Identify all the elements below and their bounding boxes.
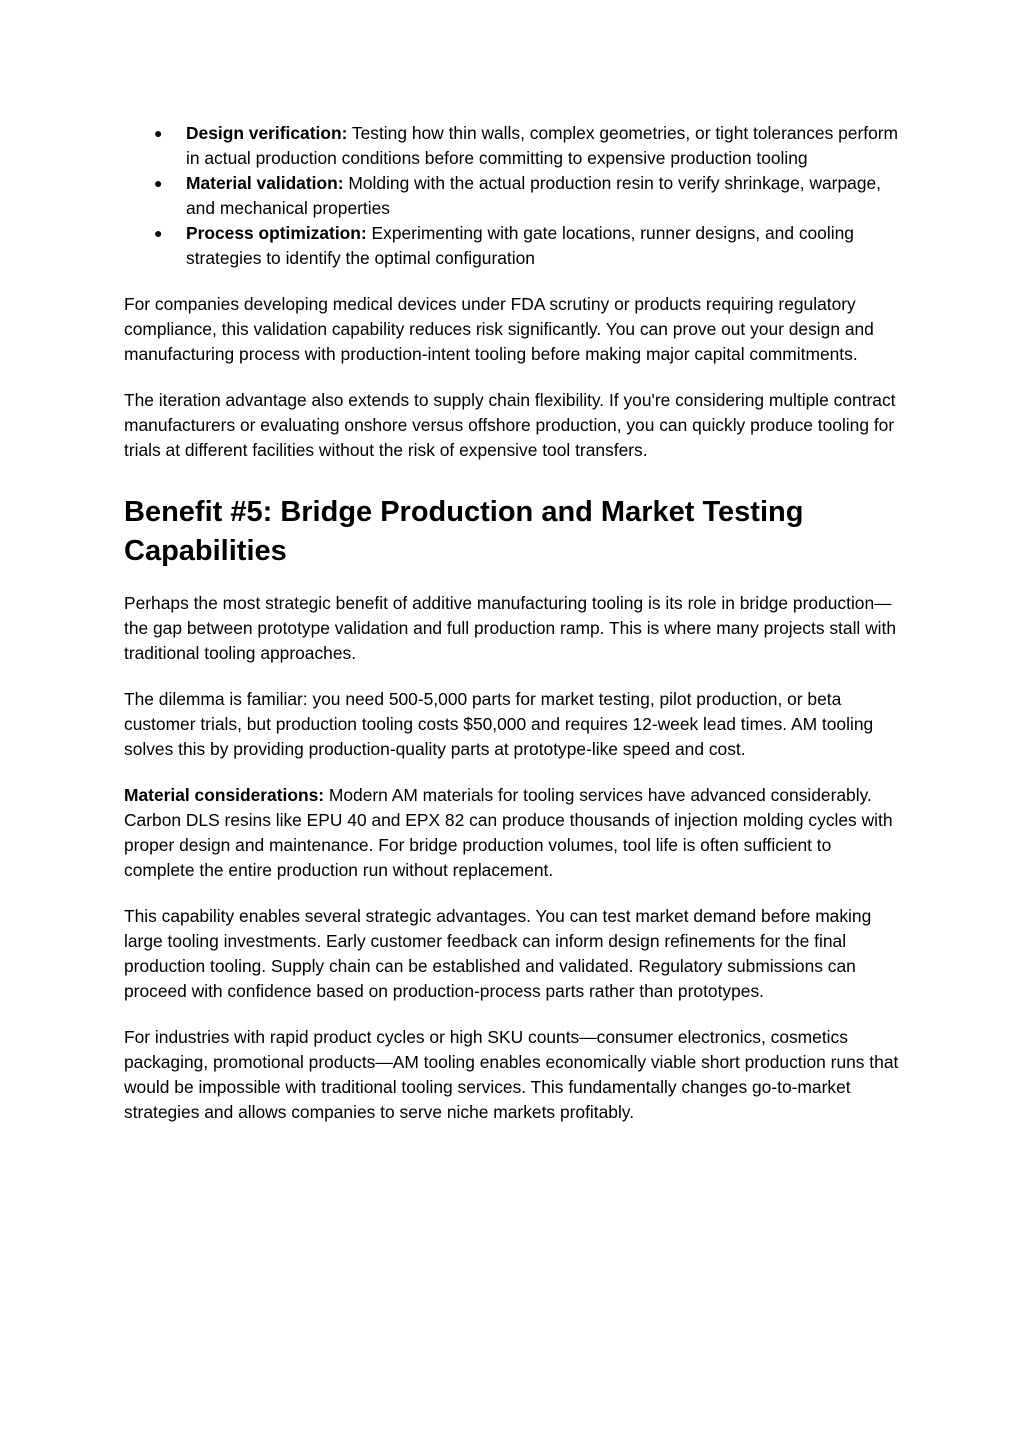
bullet-icon: ● <box>154 225 163 241</box>
paragraph: The iteration advantage also extends to supply chain flexibility. If you're considering multiple contract manufacturers or evaluating onshore versus offshore production, you can quickly produce tooling for trials at different facilities without the risk of expensive tool transfers. <box>124 390 896 460</box>
bullet-icon: ● <box>154 125 163 141</box>
bullet-text: Testing how thin walls, complex geometries, or tight tolerances perform in actual production conditions before committing to expensive production tooling <box>186 123 899 168</box>
paragraph: The dilemma is familiar: you need 500-5,000 parts for market testing, pilot production, or beta customer trials, but production tooling costs $50,000 and requires 12-week lead times. AM tooling solves this by providing production-quality parts at prototype-like speed and cost. <box>124 689 874 759</box>
section-heading: Benefit #5: Bridge Production and Market Testing Capabilities <box>124 496 804 567</box>
paragraph: This capability enables several strategic advantages. You can test market demand before making large tooling investments. Early customer feedback can inform design refinements for the final production tooling. Supply chain can be established and validated. Regulatory submissions can proceed with confidence based on production-process parts rather than prototypes. <box>124 906 872 1001</box>
paragraph: Perhaps the most strategic benefit of additive manufacturing tooling is its role in bridge production—the gap between prototype validation and full production ramp. This is where many projects stall with traditional tooling approaches. <box>124 593 897 663</box>
list-item <box>124 121 904 171</box>
bullet-icon: ● <box>154 175 163 191</box>
list-item <box>124 171 904 221</box>
bullet-label: Material validation: <box>186 173 344 193</box>
bullet-text: Molding with the actual production resin to verify shrinkage, warpage, and mechanical properties <box>186 173 881 218</box>
bullet-label: Design verification: <box>186 123 348 143</box>
material-paragraph <box>124 783 904 883</box>
paragraph: For companies developing medical devices under FDA scrutiny or products requiring regulatory compliance, this validation capability reduces risk significantly. You can prove out your design and manufacturing process with production-intent tooling before making major capital commitments. <box>124 294 874 364</box>
paragraph: For industries with rapid product cycles or high SKU counts—consumer electronics, cosmetics packaging, promotional products—AM tooling enables economically viable short production runs that would be impossible with traditional tooling services. This fundamentally changes go-to-market strategies and allows companies to serve niche markets profitably. <box>124 1027 899 1122</box>
bullet-list <box>124 121 904 271</box>
bullet-label: Process optimization: <box>186 223 367 243</box>
document-page <box>124 121 904 1146</box>
material-text: Modern AM materials for tooling services have advanced considerably. Carbon DLS resins like EPU 40 and EPX 82 can produce thousands of injection molding cycles with proper design and maintenance. For bridge production volumes, tool life is often sufficient to complete the entire production run without replacement. <box>124 785 893 880</box>
material-label: Material considerations: <box>124 785 325 805</box>
bullet-text: Experimenting with gate locations, runner designs, and cooling strategies to identify the optimal configuration <box>186 223 854 268</box>
list-item <box>124 221 904 271</box>
